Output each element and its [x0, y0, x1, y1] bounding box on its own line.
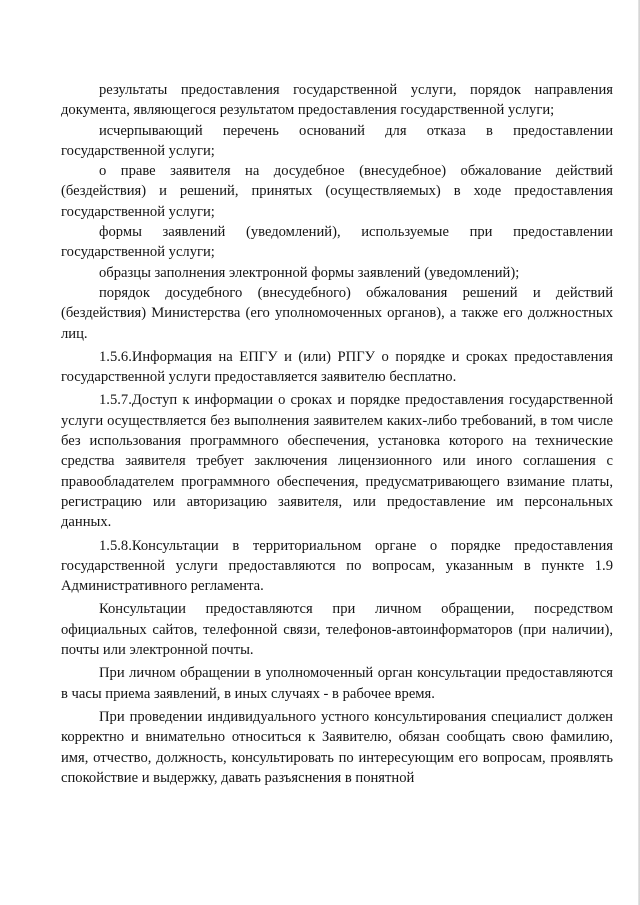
paragraph-appeal-right: о праве заявителя на досудебное (внесудебное) обжалование действий (бездействия) и решений, принятых (осуществляемых) в ходе предоставления государственной услуги; — [61, 163, 613, 220]
paragraph-1-5-7: 1.5.7.Доступ к информации о сроках и порядке предоставления государственной услуги осуществляется без выполнения заявителем каких-либо требований, в том числе без использования программного обеспечения, установка которого на технические средства заявителя требует заключения лицензионного или иного соглашения с правообладателем программного обеспечения, предусматривающего взимание платы, регистрацию или авторизацию заявителя, или предоставление им персональных данных. — [61, 392, 613, 531]
paragraph-appeal-procedure: порядок досудебного (внесудебного) обжалования решений и действий (бездействия) Министерства (его уполномоченных органов), а также его должностных лиц. — [61, 284, 613, 342]
paragraph-refusal-grounds: исчерпывающий перечень оснований для отказа в предоставлении государственной услуги; — [61, 122, 613, 159]
paragraph-personal-visit-hours: При личном обращении в уполномоченный орган консультации предоставляются в часы приема заявлений, в иных случаях - в рабочее время. — [61, 665, 613, 702]
paragraph-form-samples: образцы заполнения электронной формы заявлений (уведомлений); — [99, 264, 520, 281]
paragraph-consultation-channels: Консультации предоставляются при личном обращении, посредством официальных сайтов, телефонной связи, телефонов-автоинформаторов (при наличии), почты или электронной почты. — [61, 601, 613, 659]
paragraph-application-forms: формы заявлений (уведомлений), используемые при предоставлении государственной услуги; — [61, 224, 613, 261]
paragraph-results-and-delivery: результаты предоставления государственной услуги, порядок направления документа, являющегося результатом предоставления государственной услуги; — [61, 82, 613, 119]
paragraph-1-5-8: 1.5.8.Консультации в территориальном органе о порядке предоставления государственной услуги предоставляются по вопросам, указанным в пункте 1.9 Административного регламента. — [61, 537, 613, 595]
paragraph-1-5-6: 1.5.6.Информация на ЕПГУ и (или) РПГУ о порядке и сроках предоставления государственной услуги предоставляется заявителю бесплатно. — [61, 348, 613, 386]
document-body — [61, 80, 613, 788]
paragraph-individual-consulting: При проведении индивидуального устного консультирования специалист должен корректно и внимательно относиться к Заявителю, обязан сообщать свою фамилию, имя, отчество, должность, консультировать по интересующим его вопросам, проявлять спокойствие и выдержку, давать разъяснения в понятной — [61, 708, 613, 786]
